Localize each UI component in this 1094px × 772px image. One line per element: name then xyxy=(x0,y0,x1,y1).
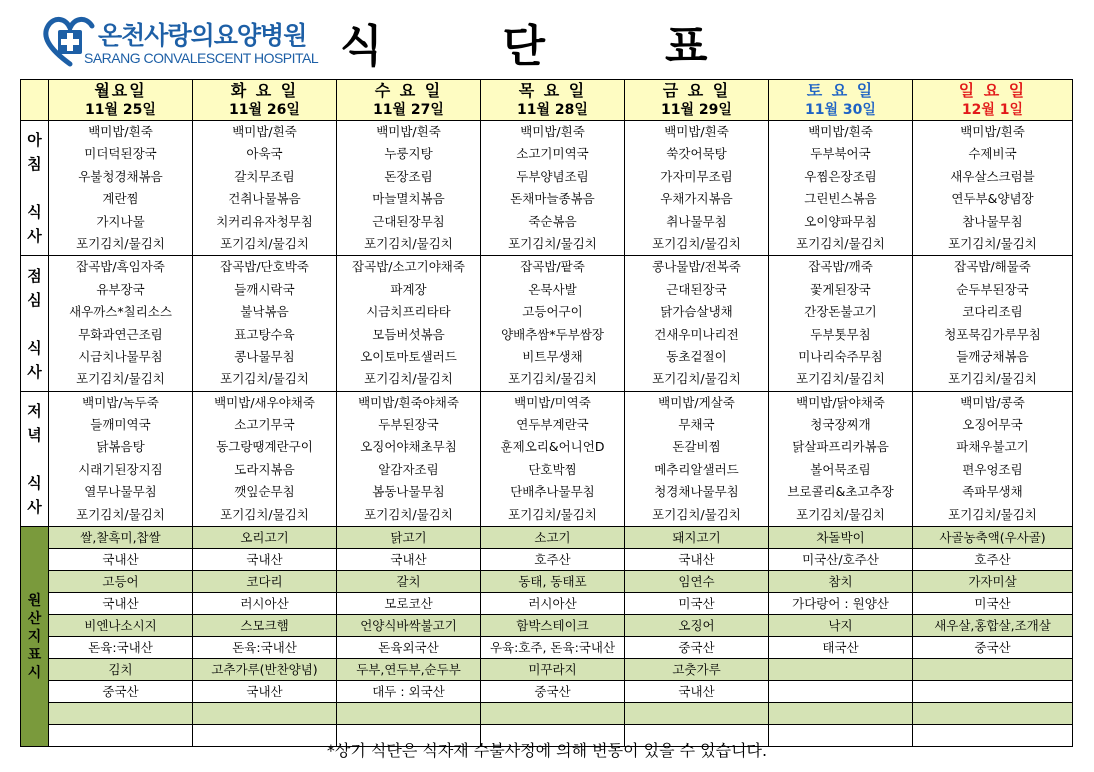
day-dishes xyxy=(481,256,625,391)
origin-cell xyxy=(193,703,337,725)
day-dishes xyxy=(49,256,193,391)
day-dishes xyxy=(913,121,1073,256)
origin-row xyxy=(21,637,1073,659)
origin-cell: 국내산 xyxy=(193,681,337,703)
dish-item: 닭볶음탕 xyxy=(96,439,145,455)
origin-cell: 닭고기 xyxy=(337,527,481,549)
dish-item: 포기김치/물김치 xyxy=(364,506,453,522)
dish-item: 백미밥/새우야채죽 xyxy=(214,394,315,410)
dish-item: 포기김치/물김치 xyxy=(652,506,741,522)
dish-item: 유부장국 xyxy=(96,281,145,297)
dish-item: 갈치무조림 xyxy=(234,168,295,184)
dish-item: 단호박찜 xyxy=(528,461,577,477)
origin-cell: 두부,연두부,순두부 xyxy=(337,659,481,681)
dish-item: 파채우불고기 xyxy=(956,439,1029,455)
meal-label-char: 녁 xyxy=(27,425,42,444)
hospital-logo xyxy=(40,12,319,72)
origin-cell: 함박스테이크 xyxy=(481,615,625,637)
dish-item: 소고기무국 xyxy=(234,417,295,433)
dish-item: 코다리조림 xyxy=(962,304,1023,320)
dish-item: 비트무생채 xyxy=(522,348,583,364)
dish-item: 청포묵김가루무침 xyxy=(944,326,1041,342)
meal-label-char: 사 xyxy=(27,227,42,246)
day-dishes xyxy=(913,391,1073,526)
origin-cell: 미국산 xyxy=(913,593,1073,615)
day-name: 목 요 일 xyxy=(518,81,587,100)
origin-cell: 차돌박이 xyxy=(769,527,913,549)
dish-item: 닭가슴살냉채 xyxy=(660,304,733,320)
dish-item: 콩나물밥/전복죽 xyxy=(652,259,741,275)
meal-label-char: 사 xyxy=(27,497,42,516)
dish-item: 포기김치/물김치 xyxy=(220,235,309,251)
origin-cell: 대두 : 외국산 xyxy=(337,681,481,703)
dish-item: 잡곡밥/깨죽 xyxy=(808,259,873,275)
origin-row xyxy=(21,571,1073,593)
dish-item: 연두부&양념장 xyxy=(951,191,1034,207)
day-dishes xyxy=(337,256,481,391)
dish-item: 온묵사발 xyxy=(528,281,577,297)
meal-row xyxy=(21,256,1073,391)
origin-cell xyxy=(769,681,913,703)
day-date: 11월 26일 xyxy=(229,102,300,118)
origin-cell: 오리고기 xyxy=(193,527,337,549)
origin-cell: 임연수 xyxy=(625,571,769,593)
day-date: 11월 25일 xyxy=(85,102,156,118)
dish-item: 포기김치/물김치 xyxy=(76,235,165,251)
dish-item: 시래기된장지짐 xyxy=(78,461,163,477)
origin-cell xyxy=(913,659,1073,681)
dish-item: 포기김치/물김치 xyxy=(652,371,741,387)
meal-label-char: 사 xyxy=(27,362,42,381)
origin-cell xyxy=(769,703,913,725)
dish-item: 훈제오리&어니언D xyxy=(500,439,605,455)
dish-item: 동초겉절이 xyxy=(666,348,727,364)
day-name: 일 요 일 xyxy=(958,81,1027,100)
day-dishes xyxy=(337,121,481,256)
dish-item: 백미밥/흰죽 xyxy=(664,124,729,139)
dish-item: 청경채나물무침 xyxy=(654,484,739,500)
dish-item: 청국장찌개 xyxy=(810,417,871,433)
origin-cell xyxy=(337,703,481,725)
dish-item: 들깨미역국 xyxy=(90,417,151,433)
origin-row xyxy=(21,615,1073,637)
dish-item: 열무나물무침 xyxy=(84,484,157,500)
dish-item: 표고탕수육 xyxy=(234,326,295,342)
meal-label xyxy=(21,256,49,391)
origin-label-char: 표 xyxy=(27,646,42,663)
origin-cell xyxy=(913,703,1073,725)
dish-item: 들깨시락국 xyxy=(234,281,295,297)
origin-cell: 중국산 xyxy=(625,637,769,659)
origin-cell xyxy=(49,703,193,725)
origin-cell: 갈치 xyxy=(337,571,481,593)
origin-cell: 코다리 xyxy=(193,571,337,593)
dish-item: 오징어야채초무침 xyxy=(360,439,457,455)
dish-item: 잡곡밥/소고기야채죽 xyxy=(352,259,465,275)
day-header-row xyxy=(21,80,1073,121)
origin-cell: 돈육외국산 xyxy=(337,637,481,659)
dish-item: 가자미무조림 xyxy=(660,168,733,184)
dish-item: 고등어구이 xyxy=(522,304,583,320)
dish-item: 포기김치/물김치 xyxy=(652,235,741,251)
origin-cell: 참치 xyxy=(769,571,913,593)
day-dishes xyxy=(769,391,913,526)
day-dishes xyxy=(49,391,193,526)
dish-item: 건새우미나리전 xyxy=(654,326,739,342)
dish-item: 모듬버섯볶음 xyxy=(372,326,445,342)
dish-item: 시금치나물무침 xyxy=(78,348,163,364)
dish-item: 무화과연근조림 xyxy=(78,326,163,342)
dish-item: 포기김치/물김치 xyxy=(796,235,885,251)
origin-cell: 고등어 xyxy=(49,571,193,593)
origin-cell: 국내산 xyxy=(193,549,337,571)
dish-item: 양배추쌈*두부쌈장 xyxy=(501,326,604,342)
origin-cell xyxy=(481,703,625,725)
origin-cell: 동태, 동태포 xyxy=(481,571,625,593)
meal-label-char: 저 xyxy=(27,401,42,420)
dish-item: 오징어무국 xyxy=(962,417,1023,433)
weekly-menu-table xyxy=(20,79,1073,747)
dish-item: 백미밥/콩죽 xyxy=(960,394,1025,410)
origin-cell: 언양식바싹불고기 xyxy=(337,615,481,637)
day-date: 11월 27일 xyxy=(373,102,444,118)
dish-item: 잡곡밥/단호박죽 xyxy=(220,259,309,275)
origin-cell xyxy=(769,659,913,681)
origin-cell: 미꾸라지 xyxy=(481,659,625,681)
dish-item: 미나리숙주무침 xyxy=(798,348,883,364)
dish-item: 새우까스*칠리소스 xyxy=(69,304,172,320)
origin-cell: 미국산 xyxy=(625,593,769,615)
meal-row xyxy=(21,121,1073,256)
origin-label-char: 지 xyxy=(27,628,42,645)
day-date: 11월 29일 xyxy=(661,102,732,118)
dish-item: 돈갈비찜 xyxy=(672,439,721,455)
day-date: 11월 28일 xyxy=(517,102,588,118)
dish-item: 누룽지탕 xyxy=(384,146,433,162)
meal-label-char: 식 xyxy=(27,473,42,492)
dish-item: 순두부된장국 xyxy=(956,281,1029,297)
dish-item: 쑥갓어묵탕 xyxy=(666,146,727,162)
day-header xyxy=(769,80,913,121)
dish-item: 단배추나물무침 xyxy=(510,484,595,500)
day-header xyxy=(49,80,193,121)
dish-item: 연두부계란국 xyxy=(516,417,589,433)
dish-item: 백미밥/닭야채죽 xyxy=(796,394,885,410)
corner-cell xyxy=(21,80,49,121)
dish-item: 우불청경채볶음 xyxy=(78,168,163,184)
dish-item: 포기김치/물김치 xyxy=(76,506,165,522)
origin-cell: 돈육:국내산 xyxy=(49,637,193,659)
dish-item: 오이양파무침 xyxy=(804,213,877,229)
page-header xyxy=(0,0,1094,78)
meal-label xyxy=(21,121,49,256)
dish-item: 건취나물볶음 xyxy=(228,191,301,207)
dish-item: 계란찜 xyxy=(102,191,139,207)
origin-cell: 가다랑어 : 원양산 xyxy=(769,593,913,615)
origin-cell: 고춧가루 xyxy=(625,659,769,681)
dish-item: 닭살파프리카볶음 xyxy=(792,439,889,455)
origin-cell: 중국산 xyxy=(49,681,193,703)
meal-label-char: 점 xyxy=(27,266,42,285)
hospital-name-korean: 온천사랑의요양병원 xyxy=(98,21,307,50)
day-dishes xyxy=(481,391,625,526)
page-title: 식단표 xyxy=(340,21,828,72)
day-date: 11월 30일 xyxy=(805,102,876,118)
dish-item: 무채국 xyxy=(678,417,715,433)
dish-item: 치커리유자청무침 xyxy=(216,213,313,229)
origin-cell: 김치 xyxy=(49,659,193,681)
origin-cell: 쌀,찰흑미,찹쌀 xyxy=(49,527,193,549)
dish-item: 잡곡밥/해물죽 xyxy=(954,259,1031,275)
day-name: 화 요 일 xyxy=(230,81,299,100)
dish-item: 백미밥/흰죽 xyxy=(232,124,297,139)
origin-cell: 오징어 xyxy=(625,615,769,637)
dish-item: 포기김치/물김치 xyxy=(796,506,885,522)
dish-item: 백미밥/미역죽 xyxy=(514,394,591,410)
dish-item: 두부톳무침 xyxy=(810,326,871,342)
dish-item: 콩나물무침 xyxy=(234,348,295,364)
dish-item: 불낙볶음 xyxy=(240,304,289,320)
origin-cell: 스모크햄 xyxy=(193,615,337,637)
day-dishes xyxy=(337,391,481,526)
dish-item: 백미밥/흰죽 xyxy=(88,124,153,139)
day-dishes xyxy=(625,391,769,526)
meal-label-char xyxy=(21,447,48,471)
day-dishes xyxy=(769,121,913,256)
dish-item: 백미밥/흰죽 xyxy=(376,124,441,139)
origin-cell: 소고기 xyxy=(481,527,625,549)
day-header xyxy=(193,80,337,121)
day-dishes xyxy=(193,391,337,526)
dish-item: 포기김치/물김치 xyxy=(508,506,597,522)
day-dishes xyxy=(49,121,193,256)
origin-cell: 돈육:국내산 xyxy=(193,637,337,659)
meal-label-char xyxy=(21,176,48,200)
origin-cell: 돼지고기 xyxy=(625,527,769,549)
meal-label-char: 침 xyxy=(27,155,42,174)
origin-row xyxy=(21,549,1073,571)
dish-item: 우채가지볶음 xyxy=(660,191,733,207)
dish-item: 수제비국 xyxy=(968,146,1017,162)
dish-item: 백미밥/흰죽 xyxy=(960,124,1025,139)
dish-item: 죽순볶음 xyxy=(528,213,577,229)
origin-row xyxy=(21,659,1073,681)
day-dishes xyxy=(625,256,769,391)
origin-cell: 중국산 xyxy=(481,681,625,703)
origin-cell: 호주산 xyxy=(481,549,625,571)
dish-item: 소고기미역국 xyxy=(516,146,589,162)
dish-item: 포기김치/물김치 xyxy=(220,371,309,387)
origin-cell: 모로코산 xyxy=(337,593,481,615)
dish-item: 동그랑땡계란구이 xyxy=(216,439,313,455)
origin-row xyxy=(21,703,1073,725)
dish-item: 마늘멸치볶음 xyxy=(372,191,445,207)
day-header xyxy=(625,80,769,121)
dish-item: 두부북어국 xyxy=(810,146,871,162)
meal-label-char: 식 xyxy=(27,338,42,357)
origin-label-char: 산 xyxy=(27,610,42,627)
dish-item: 브로콜리&초고추장 xyxy=(787,484,894,500)
meal-row xyxy=(21,391,1073,526)
origin-row xyxy=(21,681,1073,703)
day-header xyxy=(481,80,625,121)
origin-cell: 가자미살 xyxy=(913,571,1073,593)
origin-cell: 국내산 xyxy=(625,681,769,703)
dish-item: 백미밥/흰죽 xyxy=(520,124,585,139)
day-header xyxy=(337,80,481,121)
dish-item: 포기김치/물김치 xyxy=(220,506,309,522)
day-dishes xyxy=(769,256,913,391)
dish-item: 두부된장국 xyxy=(378,417,439,433)
dish-item: 가지나물 xyxy=(96,213,145,229)
origin-cell: 미국산/호주산 xyxy=(769,549,913,571)
hospital-name-english: SARANG CONVALESCENT HOSPITAL xyxy=(84,50,319,66)
origin-cell xyxy=(913,681,1073,703)
footnote: *상기 식단은 식자재 수불사정에 의해 변동이 있을 수 있습니다. xyxy=(326,741,768,760)
origin-cell: 호주산 xyxy=(913,549,1073,571)
dish-item: 시금치프리타타 xyxy=(366,304,451,320)
dish-item: 간장돈불고기 xyxy=(804,304,877,320)
meal-label-char: 식 xyxy=(27,203,42,222)
origin-cell: 국내산 xyxy=(337,549,481,571)
dish-item: 볼어묵조림 xyxy=(810,461,871,477)
dish-item: 오이토마토샐러드 xyxy=(360,348,457,364)
dish-item: 돈장조림 xyxy=(384,168,433,184)
day-dishes xyxy=(193,121,337,256)
dish-item: 백미밥/게살죽 xyxy=(658,394,735,410)
day-name: 금 요 일 xyxy=(662,81,731,100)
dish-item: 포기김치/물김치 xyxy=(508,371,597,387)
dish-item: 잡곡밥/흑임자죽 xyxy=(76,259,165,275)
origin-cell: 사골농축액(우사골) xyxy=(913,527,1073,549)
day-name: 월요일 xyxy=(94,81,147,100)
origin-cell: 고추가루(반찬양념) xyxy=(193,659,337,681)
dish-item: 두부양념조림 xyxy=(516,168,589,184)
dish-item: 근대된장무침 xyxy=(372,213,445,229)
origin-cell: 태국산 xyxy=(769,637,913,659)
origin-cell: 비엔나소시지 xyxy=(49,615,193,637)
day-header xyxy=(913,80,1073,121)
origin-cell: 러시아산 xyxy=(481,593,625,615)
dish-item: 백미밥/녹두죽 xyxy=(82,394,159,410)
dish-item: 족파무생채 xyxy=(962,484,1023,500)
dish-item: 포기김치/물김치 xyxy=(948,235,1037,251)
dish-item: 새우살스크럼블 xyxy=(950,168,1035,184)
origin-row xyxy=(21,527,1073,549)
dish-item: 미더덕된장국 xyxy=(84,146,157,162)
origin-cell: 새우살,홍합살,조개살 xyxy=(913,615,1073,637)
dish-item: 파계장 xyxy=(390,281,427,297)
day-date: 12월 1일 xyxy=(961,102,1024,118)
dish-item: 포기김치/물김치 xyxy=(948,506,1037,522)
meal-label-char: 심 xyxy=(27,290,42,309)
day-dishes xyxy=(913,256,1073,391)
origin-label-char: 시 xyxy=(27,664,42,681)
dish-item: 우찜은장조림 xyxy=(804,168,877,184)
dish-item: 포기김치/물김치 xyxy=(364,371,453,387)
day-name: 토 요 일 xyxy=(806,81,875,100)
origin-cell: 중국산 xyxy=(913,637,1073,659)
dish-item: 깻잎순무침 xyxy=(234,484,295,500)
dish-item: 포기김치/물김치 xyxy=(76,371,165,387)
dish-item: 포기김치/물김치 xyxy=(948,371,1037,387)
dish-item: 포기김치/물김치 xyxy=(796,371,885,387)
origin-cell: 러시아산 xyxy=(193,593,337,615)
dish-item: 메추리알샐러드 xyxy=(654,461,739,477)
dish-item: 봄동나물무침 xyxy=(372,484,445,500)
dish-item: 편우엉조림 xyxy=(962,461,1023,477)
dish-item: 잡곡밥/팥죽 xyxy=(520,259,585,275)
day-dishes xyxy=(193,256,337,391)
dish-item: 도라지볶음 xyxy=(234,461,295,477)
origin-cell: 국내산 xyxy=(49,593,193,615)
dish-item: 백미밥/흰죽야채죽 xyxy=(358,394,459,410)
day-dishes xyxy=(481,121,625,256)
dish-item: 아욱국 xyxy=(246,146,283,162)
dish-item: 참나물무침 xyxy=(962,213,1023,229)
dish-item: 돈채마늘종볶음 xyxy=(510,191,595,207)
origin-cell: 낙지 xyxy=(769,615,913,637)
origin-label xyxy=(21,527,49,747)
dish-item: 그린빈스볶음 xyxy=(804,191,877,207)
dish-item: 백미밥/흰죽 xyxy=(808,124,873,139)
origin-cell: 우육:호주, 돈육:국내산 xyxy=(481,637,625,659)
origin-cell: 국내산 xyxy=(49,549,193,571)
day-dishes xyxy=(625,121,769,256)
meal-label xyxy=(21,391,49,526)
meal-label-char: 아 xyxy=(27,131,42,150)
dish-item: 포기김치/물김치 xyxy=(364,235,453,251)
dish-item: 포기김치/물김치 xyxy=(508,235,597,251)
origin-label-char: 원 xyxy=(27,592,42,609)
dish-item: 꽃게된장국 xyxy=(810,281,871,297)
dish-item: 들깨궁채볶음 xyxy=(956,348,1029,364)
dish-item: 취나물무침 xyxy=(666,213,727,229)
origin-cell: 국내산 xyxy=(625,549,769,571)
dish-item: 알감자조림 xyxy=(378,461,439,477)
origin-row xyxy=(21,593,1073,615)
meal-label-char xyxy=(21,312,48,336)
day-name: 수 요 일 xyxy=(374,81,443,100)
origin-cell xyxy=(625,703,769,725)
dish-item: 근대된장국 xyxy=(666,281,727,297)
